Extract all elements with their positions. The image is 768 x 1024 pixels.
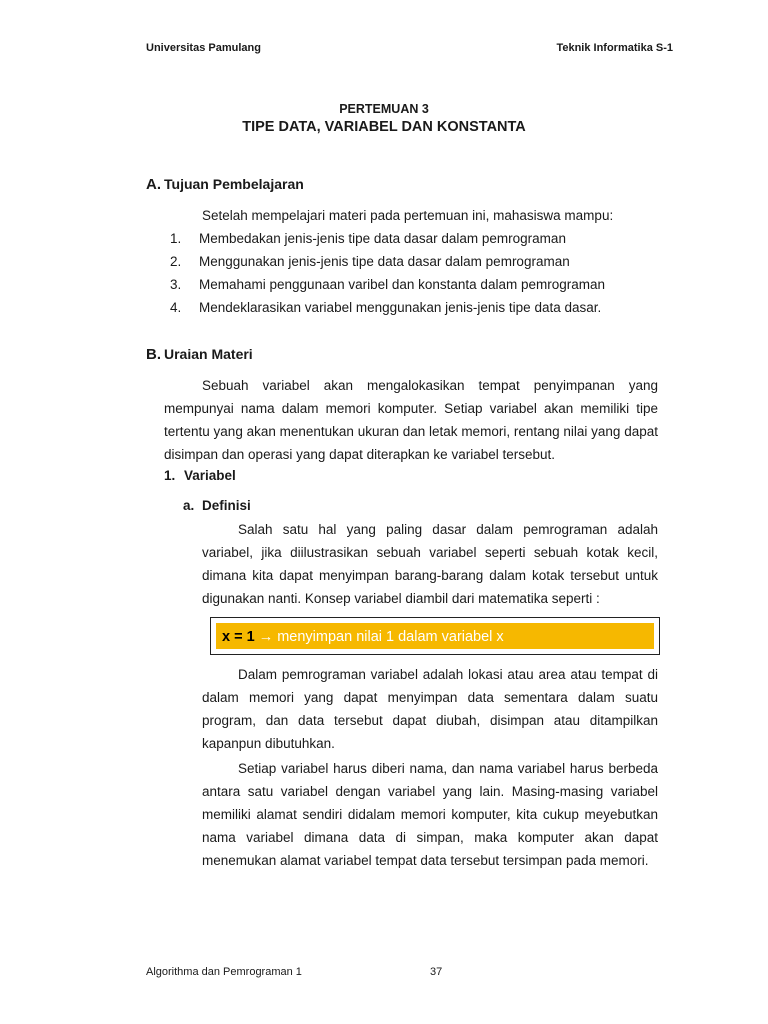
definition-paragraph-2: Dalam pemrograman variabel adalah lokasi atau area atau tempat di dalam memori yang dapat menyimpan data sementara dalam suatu program, dan data tersebut dapat diubah, disimpan atau ditampilkan kapanpun dibutuhkan. xyxy=(202,667,658,751)
list-item-text: Menggunakan jenis-jenis tipe data dasar dalam pemrograman xyxy=(199,254,570,269)
subsection-title: Definisi xyxy=(202,498,251,513)
section-a-heading xyxy=(146,176,304,193)
objectives-list xyxy=(170,227,605,319)
list-item-number: 2. xyxy=(170,254,182,269)
list-item-number: 1. xyxy=(170,231,182,246)
header-program: Teknik Informatika S-1 xyxy=(556,42,673,54)
list-item-number: 4. xyxy=(170,300,182,315)
section-b-title: Uraian Materi xyxy=(164,346,253,362)
section-a-title: Tujuan Pembelajaran xyxy=(164,176,304,192)
list-item-text: Memahami penggunaan varibel dan konstanta dalam pemrograman xyxy=(199,277,605,292)
subsection-number: 1. xyxy=(164,468,176,483)
subsection-definisi xyxy=(183,498,251,513)
page-number: 37 xyxy=(430,966,443,978)
section-b-heading xyxy=(146,346,253,363)
example-highlight xyxy=(216,623,654,649)
example-box xyxy=(210,617,660,655)
list-item-number: 3. xyxy=(170,277,182,292)
meeting-number: PERTEMUAN 3 xyxy=(339,102,429,116)
section-a-letter: A. xyxy=(146,176,161,193)
header-university: Universitas Pamulang xyxy=(146,42,261,54)
materials-intro: Sebuah variabel akan mengalokasikan tempat penyimpanan yang mempunyai nama dalam memori komputer. Setiap variabel akan memiliki tipe tertentu yang akan menentukan ukuran dan letak memori, rentang nilai yang dapat disimpan dan operasi yang dapat diterapkan ke variabel tersebut. xyxy=(164,378,658,462)
list-item xyxy=(170,296,605,319)
list-item xyxy=(170,227,605,250)
list-item xyxy=(170,273,605,296)
list-item-text: Mendeklarasikan variabel menggunakan jenis-jenis tipe data dasar. xyxy=(199,300,602,315)
subsection-letter: a. xyxy=(183,498,195,513)
definition-paragraph-3: Setiap variabel harus diberi nama, dan nama variabel harus berbeda antara satu variabel dengan variabel yang lain. Masing-masing variabel memiliki alamat sendiri didalam memori komputer, kita cukup meyebutkan nama variabel dimana data di simpan, maka komputer akan dapat menemukan alamat variabel tempat data tersebut tersimpan pada memori. xyxy=(202,761,658,868)
list-item xyxy=(170,250,605,273)
page-title: TIPE DATA, VARIABEL DAN KONSTANTA xyxy=(242,119,526,135)
example-code: x = 1 xyxy=(222,629,255,645)
subsection-variabel xyxy=(164,468,236,483)
subsection-title: Variabel xyxy=(184,468,236,483)
example-text: → menyimpan nilai 1 dalam variabel x xyxy=(258,629,504,645)
definition-paragraph-1: Salah satu hal yang paling dasar dalam pemrograman adalah variabel, jika diilustrasikan sebuah variabel seperti sebuah kotak kecil, dimana kita dapat menyimpan barang-barang dalam kotak tersebut untuk digunakan nanti. Konsep variabel diambil dari matematika seperti : xyxy=(202,522,658,606)
objectives-intro: Setelah mempelajari materi pada pertemuan ini, mahasiswa mampu: xyxy=(202,208,614,223)
list-item-text: Membedakan jenis-jenis tipe data dasar dalam pemrograman xyxy=(199,231,566,246)
section-b-letter: B. xyxy=(146,346,161,363)
footer-course: Algorithma dan Pemrograman 1 xyxy=(146,966,302,978)
